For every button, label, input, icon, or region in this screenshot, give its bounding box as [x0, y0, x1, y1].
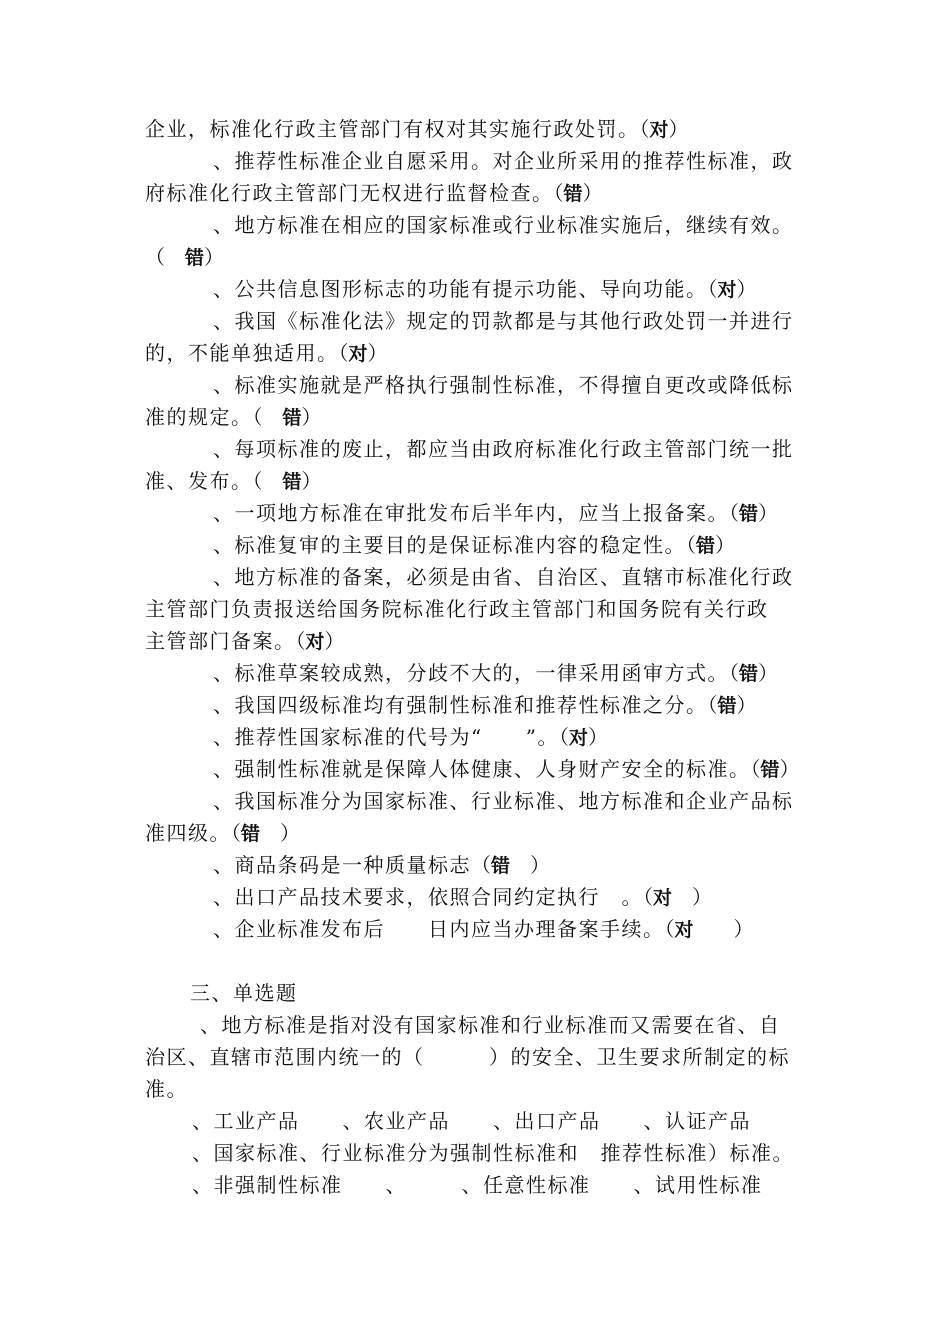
tf-line-26: 、企业标准发布后 日内应当办理备案手续。（对 ）: [213, 917, 754, 941]
answer-mark: 错: [185, 247, 205, 269]
tf-line-4: 、地方标准在相应的国家标准或行业标准实施后，继续有效。: [213, 213, 794, 237]
tf-line-11: 、每项标准的废止，都应当由政府标准化行政主管部门统一批: [213, 437, 794, 461]
tf-line-22: 、我国标准分为国家标准、行业标准、地方标准和企业产品标: [213, 789, 794, 813]
answer-mark: 对: [717, 279, 737, 301]
answer-mark: 对: [649, 119, 669, 141]
answer-mark: 错: [739, 663, 759, 685]
answer-mark: 错: [717, 695, 737, 717]
sc-line-1: 、地方标准是指对没有国家标准和行业标准而又需要在省、自: [200, 1013, 781, 1037]
tf-line-5: （ 错）: [145, 245, 225, 269]
tf-line-6: 、公共信息图形标志的功能有提示功能、导向功能。（对）: [213, 277, 757, 301]
answer-mark: 对: [305, 631, 325, 653]
tf-line-9: 、标准实施就是严格执行强制性标准，不得擅自更改或降低标: [213, 373, 794, 397]
answer-mark: 错: [739, 503, 759, 525]
answer-mark: 对: [568, 727, 588, 749]
tf-line-12: 准、发布。（ 错）: [145, 469, 322, 493]
tf-line-1: 企业，标准化行政主管部门有权对其实施行政处罚。（对）: [145, 117, 689, 141]
tf-line-7: 、我国《标准化法》规定的罚款都是与其他行政处罚一并进行: [213, 309, 794, 333]
tf-line-14: 、标准复审的主要目的是保证标准内容的稳定性。（错）: [213, 533, 736, 557]
sc-options-2: 、非强制性标准 、 、任意性标准 、试用性标准: [192, 1173, 763, 1197]
tf-line-24: 、商品条码是一种质量标志（错 ）: [213, 853, 551, 877]
answer-mark: 对: [674, 919, 694, 941]
answer-mark: 错: [491, 855, 511, 877]
answer-mark: 错: [241, 823, 261, 845]
tf-line-10: 准的规定。（ 错）: [145, 405, 322, 429]
tf-line-17: 主管部门备案。（对）: [145, 629, 345, 653]
tf-line-8: 的，不能单独适用。（对）: [145, 341, 388, 365]
answer-mark: 错: [760, 759, 780, 781]
sc-line-2: 治区、直辖市范围内统一的（ ）的安全、卫生要求所制定的标: [145, 1045, 790, 1069]
tf-line-21: 、强制性标准就是保障人体健康、人身财产安全的标准。（错）: [213, 757, 800, 781]
answer-mark: 错: [282, 407, 302, 429]
tf-line-23: 准四级。（错 ）: [145, 821, 301, 845]
answer-mark: 错: [282, 471, 302, 493]
tf-line-3: 府标准化行政主管部门无权进行监督检查。（错）: [145, 181, 603, 205]
tf-line-20: 、推荐性国家标准的代号为“ ”。（对）: [213, 725, 608, 749]
sc-line-4: 、国家标准、行业标准分为强制性标准和 推荐性标准）标准。: [192, 1141, 794, 1165]
sc-options-1: 、工业产品 、农业产品 、出口产品 、认证产品: [192, 1109, 751, 1133]
tf-line-15: 、地方标准的备案，必须是由省、自治区、直辖市标准化行政: [213, 565, 794, 589]
answer-mark: 错: [696, 535, 716, 557]
tf-line-2: 、推荐性标准企业自愿采用。对企业所采用的推荐性标准，政: [213, 149, 794, 173]
answer-mark: 对: [348, 343, 368, 365]
tf-line-25: 、出口产品技术要求，依照合同约定执行 。（对 ）: [213, 885, 713, 909]
answer-mark: 错: [563, 183, 583, 205]
section-title: 三、单选题: [190, 981, 298, 1005]
tf-line-19: 、我国四级标准均有强制性标准和推荐性标准之分。（错）: [213, 693, 757, 717]
tf-line-18: 、标准草案较成熟，分歧不大的，一律采用函审方式。（错）: [213, 661, 779, 685]
tf-line-13: 、一项地方标准在审批发布后半年内，应当上报备案。（错）: [213, 501, 779, 525]
sc-line-3: 准。: [145, 1077, 188, 1101]
answer-mark: 对: [653, 887, 673, 909]
tf-line-16: 主管部门负责报送给国务院标准化行政主管部门和国务院有关行政: [145, 597, 769, 621]
